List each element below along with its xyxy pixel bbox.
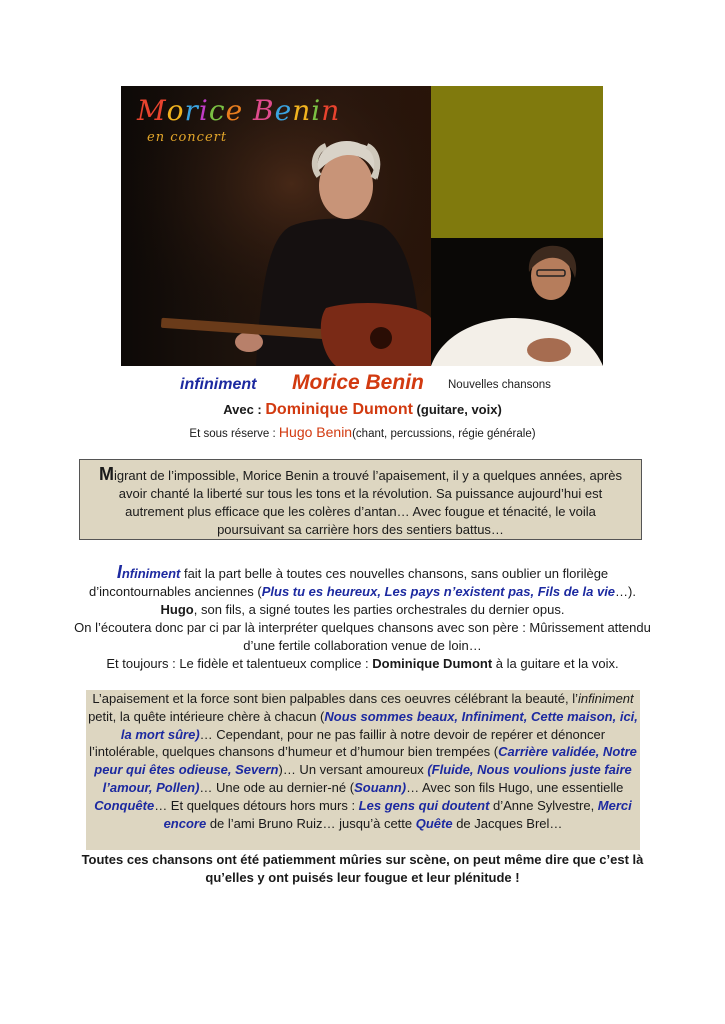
para3-song-titles: Nous sommes beaux, Infiniment, Cette maison, ici, la mort sûre) bbox=[120, 708, 638, 742]
para3-text: … Cependant, pour ne pas faillir à notre devoir de repérer et dénoncer l’intolérable, quelques chansons d’humeur et d’humour bien trempées ( bbox=[89, 726, 606, 760]
poster-olive-panel bbox=[431, 86, 603, 238]
intro-text: igrant de l’impossible, Morice Benin a trouvé l’apaisement, il y a quelques années, après avoir chanté la liberté sur tous les tons et la révolution. Sa puissance aujourd’hui est autrement plus efficace que les colères d’antan… Avec fougue et ténacité, le voila poursuivant sa carrière hors des sentiers battus… bbox=[113, 468, 622, 537]
logo-letter: c bbox=[208, 94, 226, 127]
logo-letter: o bbox=[166, 94, 185, 127]
para2-song-titles: Plus tu es heureux, Les pays n’existent pas, Fils de la vie bbox=[261, 584, 616, 599]
para3-song-titles: (Fluide, Nous voulions juste faire l’amour, Pollen) bbox=[102, 762, 632, 795]
logo-letter: B bbox=[243, 94, 275, 127]
para3-text: … Et quelques détours hors murs : bbox=[154, 797, 359, 813]
para3-text: L’apaisement et la force sont bien palpables dans ces oeuvres célébrant la beauté, l’ bbox=[92, 691, 578, 706]
reserve-role: (chant, percussions, régie générale) bbox=[352, 428, 536, 440]
para3-italic: infiniment bbox=[578, 691, 634, 706]
logo-letter: i bbox=[311, 94, 322, 127]
para3-song-titles: Carrière validée, Notre peur qui êtes odieuse, Severn bbox=[94, 744, 637, 778]
logo-letter: n bbox=[321, 94, 341, 127]
para3-text: d’Anne Sylvestre, bbox=[489, 797, 598, 813]
para2-text: On l’écoutera donc par ci par là interpréter quelques chansons avec son père : Mûrissement attendu d’une fertile collaboration venue de loin… bbox=[74, 620, 651, 653]
para3-song-titles: Les gens qui doutent bbox=[358, 797, 490, 813]
poster-guitarist-illustration bbox=[431, 238, 603, 366]
avec-role: (guitare, voix) bbox=[416, 402, 502, 417]
logo-letter: i bbox=[198, 94, 209, 127]
concert-poster bbox=[121, 86, 603, 366]
para2-infiniment: nfiniment bbox=[121, 566, 181, 581]
logo-letter: M bbox=[137, 94, 167, 127]
para2-hugo: Hugo bbox=[160, 602, 194, 617]
poster-logo bbox=[137, 94, 340, 127]
para3-text: de Jacques Brel… bbox=[452, 815, 563, 831]
avec-name: Dominique Dumont bbox=[265, 401, 413, 418]
final-statement: Toutes ces chansons ont été patiemment mûries sur scène, on peut même dire que c’est là qu’elles y ont puisés leur fougue et leur plénitude ! bbox=[81, 852, 644, 885]
para2-text: …). bbox=[615, 584, 636, 599]
title-infiniment: infiniment bbox=[180, 376, 257, 393]
para2-dropcap: I bbox=[116, 562, 122, 582]
avec-label: Avec : bbox=[223, 402, 262, 417]
para3-text: … Avec son fils Hugo, une essentielle bbox=[406, 779, 624, 795]
title-nouvelles-chansons: Nouvelles chansons bbox=[448, 379, 551, 391]
para2-dominique-dumont: Dominique Dumont bbox=[372, 656, 493, 671]
reserve-label: Et sous réserve : bbox=[189, 428, 276, 440]
para3-text: )… Un versant amoureux bbox=[278, 762, 428, 778]
reserve-name: Hugo Benin bbox=[278, 424, 353, 440]
para3-text: … Une ode au dernier-né ( bbox=[199, 779, 355, 795]
para2-text: fait la part belle à toutes ces nouvelles chansons, sans oublier un florilège d’incontournables anciennes ( bbox=[89, 566, 609, 599]
logo-letter: e bbox=[274, 94, 293, 127]
para3-song-titles: Merci encore bbox=[163, 797, 632, 831]
poster-stage-photo bbox=[121, 86, 431, 366]
para2-text: Et toujours : Le fidèle et talentueux complice : bbox=[106, 656, 373, 671]
para3-text: de l’ami Bruno Ruiz… jusqu’à cette bbox=[206, 815, 416, 831]
para3-song-titles: Souann) bbox=[354, 779, 407, 795]
poster-logo-subtitle: en concert bbox=[147, 130, 228, 145]
title-line bbox=[0, 370, 725, 398]
intro-box bbox=[79, 459, 642, 540]
poster-performer-guitar-illustration bbox=[121, 86, 431, 366]
para3-song-titles: Quête bbox=[415, 815, 453, 831]
logo-letter: n bbox=[292, 94, 312, 127]
logo-letter: e bbox=[225, 94, 244, 127]
title-artist-name: Morice Benin bbox=[292, 371, 424, 394]
poster-second-photo bbox=[431, 238, 603, 366]
para3-song-titles: Conquête bbox=[94, 797, 155, 813]
para2-text: , son fils, a signé toutes les parties orchestrales du dernier opus. bbox=[193, 602, 565, 617]
para3-text: petit, la quête intérieure chère à chacun ( bbox=[88, 708, 325, 724]
para3-text-block bbox=[86, 690, 640, 832]
paragraph-shaded bbox=[86, 690, 640, 850]
paragraph-infiniment bbox=[70, 563, 655, 673]
intro-dropcap: M bbox=[98, 464, 114, 484]
logo-letter: r bbox=[184, 94, 199, 127]
reserve-line bbox=[0, 424, 725, 440]
para2-text: à la guitare et la voix. bbox=[492, 656, 619, 671]
avec-line bbox=[0, 401, 725, 419]
